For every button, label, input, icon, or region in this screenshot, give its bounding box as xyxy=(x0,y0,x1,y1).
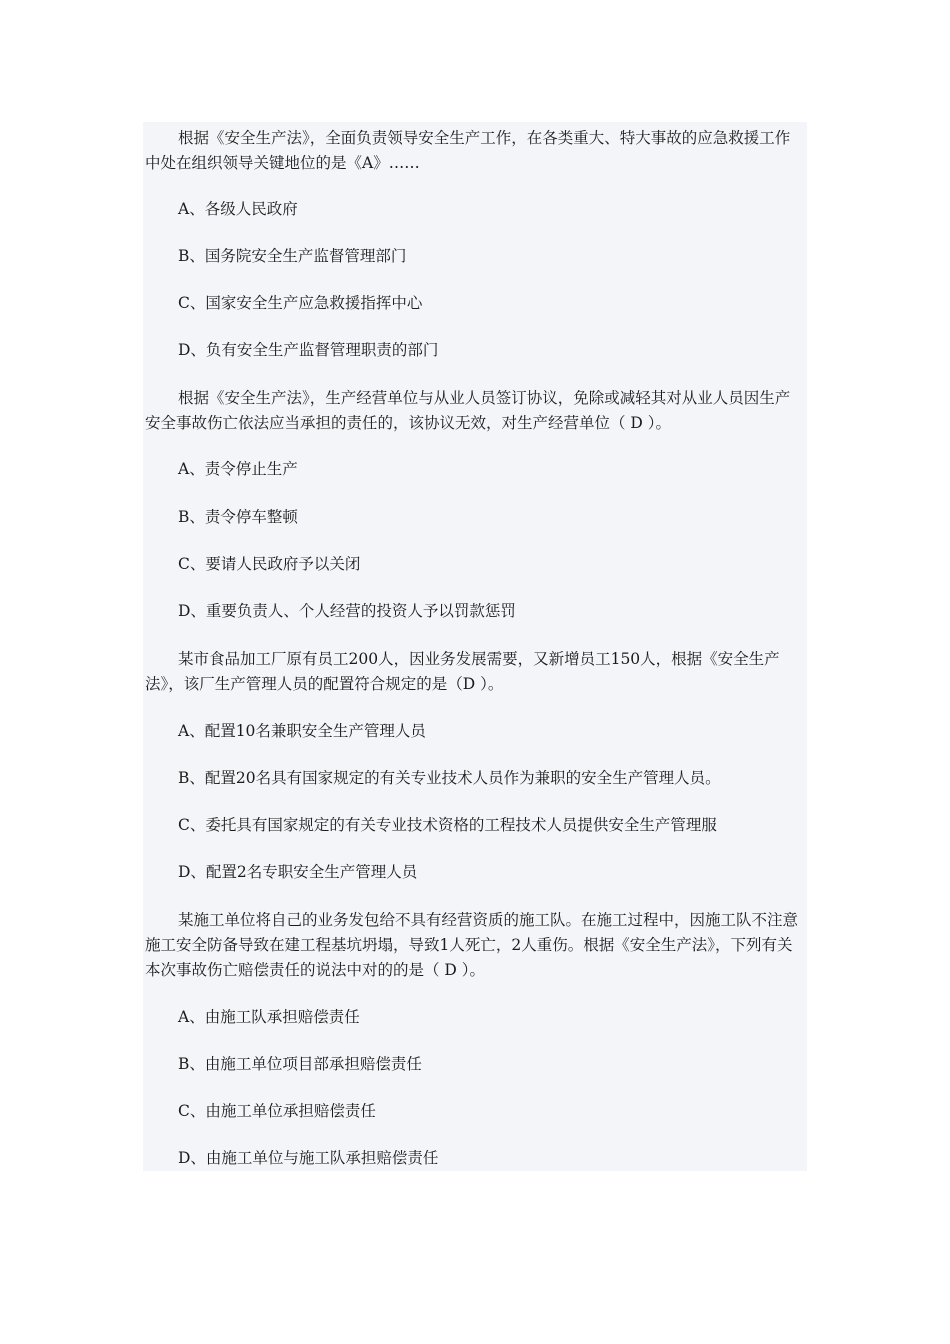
question-3-option-d: D、配置2名专职安全生产管理人员 xyxy=(178,863,418,881)
question-1-stem: 根据《安全生产法》，全面负责领导安全生产工作，在各类重大、特大事故的应急救援工作中处在组织领导关键地位的是《A》…… xyxy=(145,129,791,172)
question-1-option-c: C、国家安全生产应急救援指挥中心 xyxy=(178,294,423,312)
question-1-option-a: A、各级人民政府 xyxy=(178,200,298,218)
question-3-option-c: C、委托具有国家规定的有关专业技术资格的工程技术人员提供安全生产管理服 xyxy=(178,816,717,834)
question-2-option-b: B、责令停车整顿 xyxy=(178,508,298,526)
question-2-option-a: A、责令停止生产 xyxy=(178,460,298,478)
question-2-stem: 根据《安全生产法》，生产经营单位与从业人员签订协议，免除或减轻其对从业人员因生产安全事故伤亡依法应当承担的责任的，该协议无效，对生产经营单位（ D ）。 xyxy=(145,389,791,432)
question-3-option-b: B、配置20名具有国家规定的有关专业技术人员作为兼职的安全生产管理人员。 xyxy=(178,769,721,787)
question-2-option-d: D、重要负责人、个人经营的投资人予以罚款惩罚 xyxy=(178,602,516,620)
question-2-option-c: C、要请人民政府予以关闭 xyxy=(178,555,361,573)
question-4-option-d: D、由施工单位与施工队承担赔偿责任 xyxy=(178,1149,439,1167)
question-4-option-c: C、由施工单位承担赔偿责任 xyxy=(178,1102,376,1120)
question-4-option-a: A、由施工队承担赔偿责任 xyxy=(178,1008,360,1026)
question-4-option-b: B、由施工单位项目部承担赔偿责任 xyxy=(178,1055,422,1073)
question-1-option-b: B、国务院安全生产监督管理部门 xyxy=(178,247,407,265)
question-4-stem: 某施工单位将自己的业务发包给不具有经营资质的施工队。在施工过程中，因施工队不注意施工安全防备导致在建工程基坑坍塌，导致1人死亡，2人重伤。根据《安全生产法》，下列有关本次事故伤亡赔偿责任的说法中对的的是（ D ）。 xyxy=(145,911,799,979)
question-3-stem: 某市食品加工厂原有员工200人，因业务发展需要，又新增员工150人，根据《安全生产法》，该厂生产管理人员的配置符合规定的是（D ）。 xyxy=(145,650,780,693)
question-1-option-d: D、负有安全生产监督管理职责的部门 xyxy=(178,341,439,359)
question-3-option-a: A、配置10名兼职安全生产管理人员 xyxy=(178,722,426,740)
